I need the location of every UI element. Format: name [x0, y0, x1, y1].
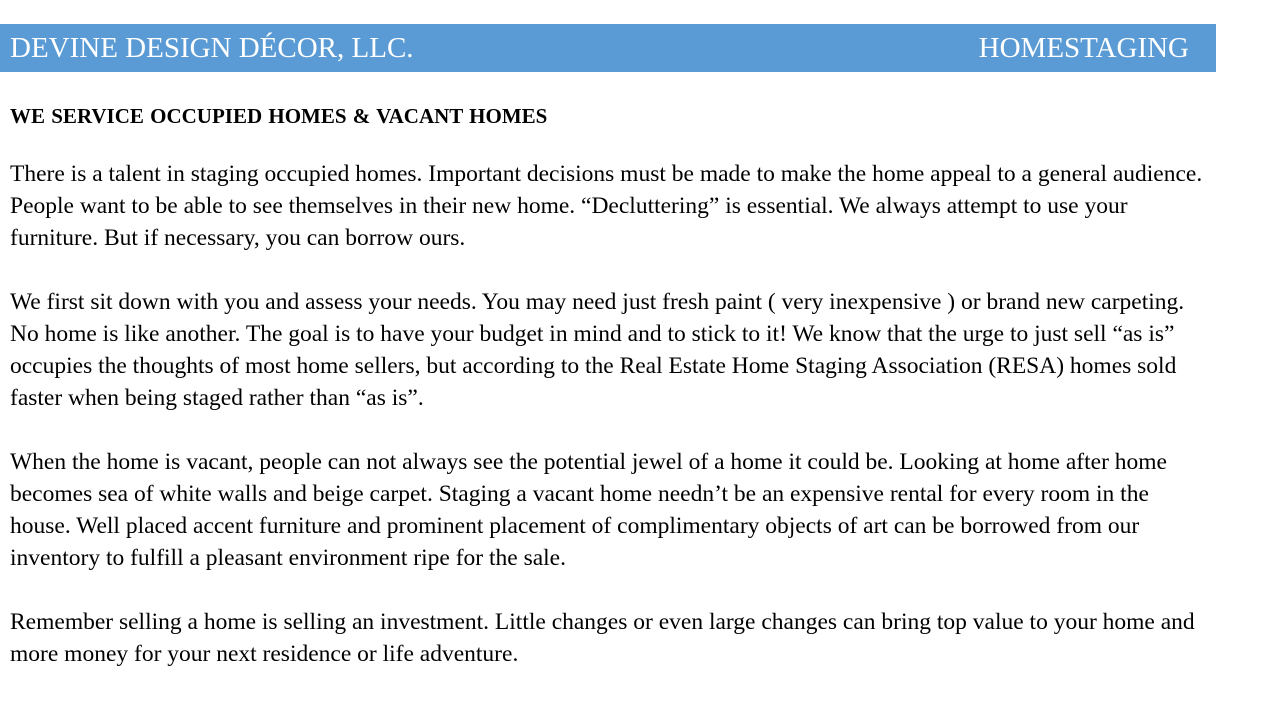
paragraph-occupied-homes: There is a talent in staging occupied homes. Important decisions must be made to make the home appeal to a general audience. People want to be able to see themselves in their new home. “Decluttering” is essential. We always attempt to use your furniture. But if necessary, you can borrow ours.	[10, 161, 1203, 251]
slide-body	[10, 101, 1210, 702]
title-banner	[0, 24, 1216, 72]
paragraph-assess-needs: We first sit down with you and assess your needs. You may need just fresh paint ( very inexpensive ) or brand new carpeting. No home is like another. The goal is to have your budget in mind and to stick to it! We know that the urge to just sell “as is” occupies the thoughts of most home sellers, but according to the Real Estate Home Staging Association (RESA) homes sold faster when being staged rather than “as is”.	[10, 289, 1185, 411]
paragraph-vacant-homes: When the home is vacant, people can not always see the potential jewel of a home it could be. Looking at home after home becomes sea of white walls and beige carpet. Staging a vacant home needn’t be an expensive rental for every room in the house. Well placed accent furniture and prominent placement of complimentary objects of art can be borrowed from our inventory to fulfill a pleasant environment ripe for the sale.	[10, 449, 1167, 571]
paragraph-investment: Remember selling a home is selling an investment. Little changes or even large changes can bring top value to your home and more money for your next residence or life adventure.	[10, 609, 1195, 667]
company-name: DEVINE DESIGN DÉCOR, LLC.	[10, 32, 414, 64]
section-heading: WE SERVICE OCCUPIED HOMES & VACANT HOMES	[10, 104, 548, 128]
service-title: HOMESTAGING	[978, 32, 1189, 64]
